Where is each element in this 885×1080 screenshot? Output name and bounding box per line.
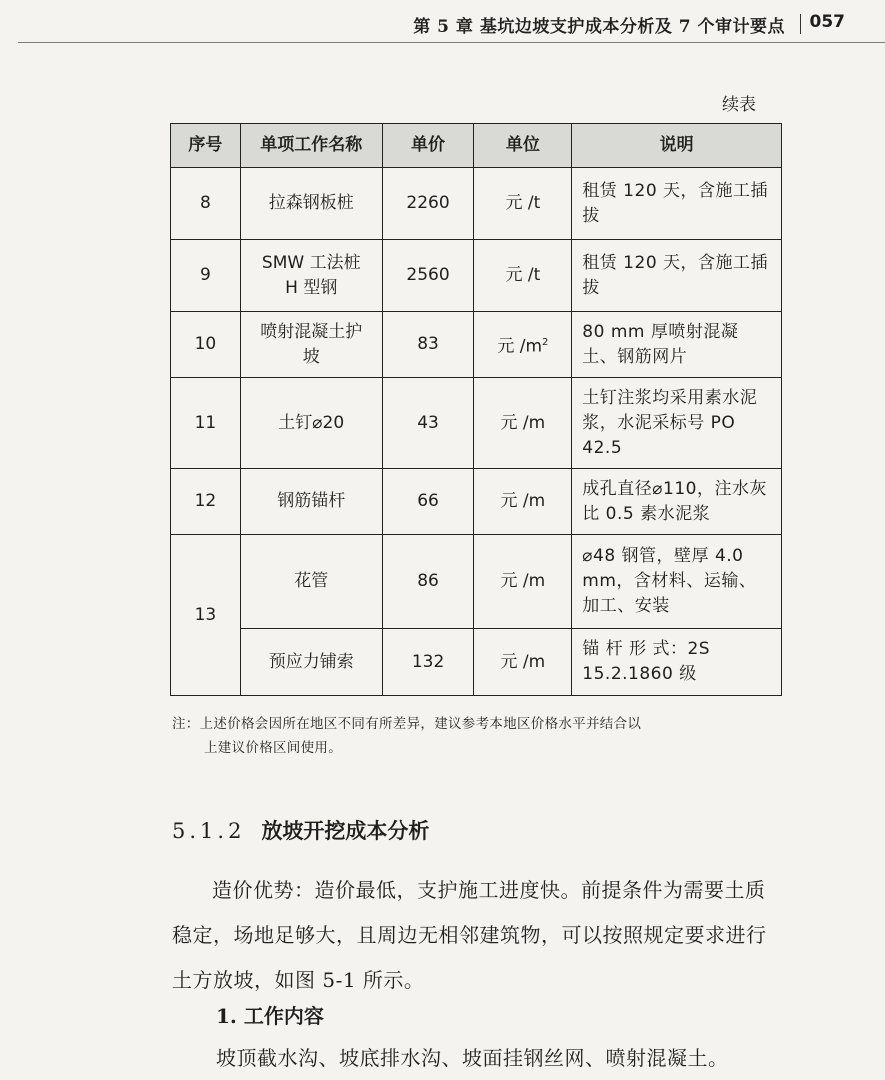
unit-superscript: 2 bbox=[542, 336, 549, 348]
cell-note: 土钉注浆均采用素水泥浆，水泥采标号 PO 42.5 bbox=[572, 378, 782, 469]
cell-name: 土钉⌀20 bbox=[240, 378, 382, 469]
cell-price: 86 bbox=[382, 535, 474, 629]
table-footnote bbox=[172, 712, 787, 760]
cell-unit: 元 /m bbox=[474, 629, 572, 696]
cell-note: ⌀48 钢管，壁厚 4.0 mm，含材料、运输、加工、安装 bbox=[572, 535, 782, 629]
footnote-line-1: 注：上述价格会因所在地区不同有所差异，建议参考本地区价格水平并结合以 bbox=[172, 716, 642, 732]
subheading: 1. 工作内容 bbox=[216, 1004, 324, 1028]
cell-no: 8 bbox=[171, 168, 241, 240]
chapter-title: 基坑边坡支护成本分析及 7 个审计要点 bbox=[479, 17, 785, 37]
section-title: 放坡开挖成本分析 bbox=[261, 818, 430, 843]
table-row bbox=[171, 240, 782, 312]
cell-note: 80 mm 厚喷射混凝土、钢筋网片 bbox=[572, 312, 782, 378]
page-header bbox=[0, 8, 885, 40]
running-head bbox=[413, 12, 785, 37]
table-header-row bbox=[171, 124, 782, 168]
table-row bbox=[171, 168, 782, 240]
cell-name: 花管 bbox=[240, 535, 382, 629]
section-paragraph: 造价优势：造价最低，支护施工进度快。前提条件为需要土质稳定，场地足够大，且周边无相邻建筑物，可以按照规定要求进行土方放坡，如图 5-1 所示。 bbox=[172, 878, 767, 992]
col-header-price: 单价 bbox=[382, 124, 474, 168]
chapter-label: 第 5 章 bbox=[413, 17, 474, 37]
unit-text: 元 /m bbox=[497, 336, 543, 357]
header-separator bbox=[800, 14, 801, 34]
cell-unit: 元 /m bbox=[474, 469, 572, 535]
col-header-no: 序号 bbox=[171, 124, 241, 168]
cell-note: 锚 杆 形 式：2S 15.2.1860 级 bbox=[572, 629, 782, 696]
cell-price: 2260 bbox=[382, 168, 474, 240]
cell-note: 租赁 120 天，含施工插拔 bbox=[572, 168, 782, 240]
col-header-name: 单项工作名称 bbox=[240, 124, 382, 168]
cell-unit: 元 /m bbox=[474, 535, 572, 629]
table-row bbox=[171, 629, 782, 696]
cell-price: 132 bbox=[382, 629, 474, 696]
sub-paragraph: 坡顶截水沟、坡底排水沟、坡面挂钢丝网、喷射混凝土。 bbox=[216, 1046, 729, 1070]
cell-name: 钢筋锚杆 bbox=[240, 469, 382, 535]
header-rule bbox=[18, 42, 885, 43]
cell-price: 2560 bbox=[382, 240, 474, 312]
table-row bbox=[171, 312, 782, 378]
cell-no: 11 bbox=[171, 378, 241, 469]
cell-unit: 元 /t bbox=[474, 168, 572, 240]
cell-no: 12 bbox=[171, 469, 241, 535]
cell-unit: 元 /m bbox=[474, 378, 572, 469]
cell-no: 13 bbox=[171, 535, 241, 696]
cell-note: 租赁 120 天，含施工插拔 bbox=[572, 240, 782, 312]
cell-name: 拉森钢板桩 bbox=[240, 168, 382, 240]
cell-name: 预应力铺索 bbox=[240, 629, 382, 696]
cell-price: 83 bbox=[382, 312, 474, 378]
section-number: 5.1.2 bbox=[172, 819, 246, 843]
cell-note: 成孔直径⌀110，注水灰比 0.5 素水泥浆 bbox=[572, 469, 782, 535]
cell-no: 9 bbox=[171, 240, 241, 312]
cell-no: 10 bbox=[171, 312, 241, 378]
cell-unit: 元 /t bbox=[474, 240, 572, 312]
footnote-line-2: 上建议价格区间使用。 bbox=[204, 740, 342, 756]
page-number: 057 bbox=[809, 12, 845, 32]
price-table bbox=[170, 123, 782, 696]
cell-name: SMW 工法桩 H 型钢 bbox=[240, 240, 382, 312]
section-heading bbox=[172, 815, 429, 845]
cell-price: 66 bbox=[382, 469, 474, 535]
cell-name: 喷射混凝土护坡 bbox=[240, 312, 382, 378]
table-row bbox=[171, 535, 782, 629]
cell-price: 43 bbox=[382, 378, 474, 469]
table-row bbox=[171, 378, 782, 469]
table-row bbox=[171, 469, 782, 535]
continued-label: 续表 bbox=[722, 95, 756, 115]
cell-unit-with-sup bbox=[474, 312, 572, 378]
col-header-note: 说明 bbox=[572, 124, 782, 168]
col-header-unit: 单位 bbox=[474, 124, 572, 168]
